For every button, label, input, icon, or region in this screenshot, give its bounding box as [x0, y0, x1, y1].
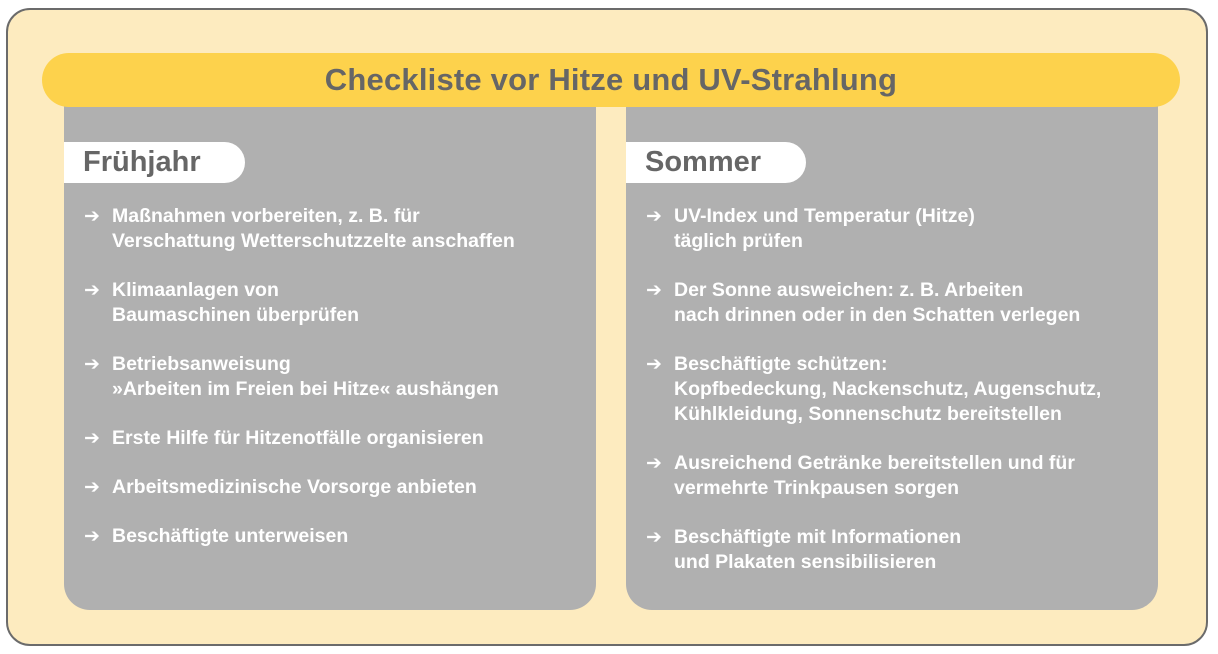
arrow-right-icon: ➔: [646, 280, 662, 301]
arrow-right-icon: ➔: [84, 428, 100, 449]
list-item: [84, 426, 588, 451]
list-item: [646, 204, 1150, 254]
arrow-right-icon: ➔: [84, 206, 100, 227]
arrow-right-icon: ➔: [84, 526, 100, 547]
list-item: [646, 451, 1150, 501]
arrow-right-icon: ➔: [646, 453, 662, 474]
fruehjahr-list: [84, 204, 588, 573]
sommer-list: [646, 204, 1150, 599]
fruehjahr-tab: [64, 142, 245, 183]
list-item-text: Betriebsanweisung »Arbeiten im Freien bei Hitze« aushängen: [112, 353, 499, 400]
list-item: [84, 475, 588, 500]
list-item: [646, 352, 1150, 427]
page-title: Checkliste vor Hitze und UV-Strahlung: [324, 62, 898, 97]
list-item-text: Beschäftigte unterweisen: [112, 525, 349, 547]
list-item: [84, 352, 588, 402]
arrow-right-icon: ➔: [84, 280, 100, 301]
sommer-panel: [626, 80, 1158, 610]
arrow-right-icon: ➔: [646, 527, 662, 548]
list-item-text: Beschäftigte schützen: Kopfbedeckung, Nackenschutz, Augenschutz, Kühlkleidung, Sonnenschutz bereitstellen: [674, 353, 1102, 425]
list-item-text: Beschäftigte mit Informationen und Plakaten sensibilisieren: [674, 526, 962, 573]
list-item-text: Arbeitsmedizinische Vorsorge anbieten: [112, 476, 477, 498]
arrow-right-icon: ➔: [646, 354, 662, 375]
list-item-text: Erste Hilfe für Hitzenotfälle organisieren: [112, 427, 484, 449]
title-banner: [42, 53, 1180, 107]
list-item-text: Ausreichend Getränke bereitstellen und für vermehrte Trinkpausen sorgen: [674, 452, 1075, 499]
list-item-text: Der Sonne ausweichen: z. B. Arbeiten nach drinnen oder in den Schatten verlegen: [674, 279, 1081, 326]
sommer-tab: [626, 142, 806, 183]
list-item: [646, 525, 1150, 575]
arrow-right-icon: ➔: [646, 206, 662, 227]
arrow-right-icon: ➔: [84, 354, 100, 375]
list-item: [646, 278, 1150, 328]
sommer-heading: Sommer: [645, 146, 762, 178]
list-item-text: UV-Index und Temperatur (Hitze) täglich prüfen: [674, 205, 975, 252]
arrow-right-icon: ➔: [84, 477, 100, 498]
list-item-text: Maßnahmen vorbereiten, z. B. für Verschattung Wetterschutzzelte anschaffen: [112, 205, 515, 252]
list-item: [84, 204, 588, 254]
list-item: [84, 278, 588, 328]
fruehjahr-heading: Frühjahr: [83, 146, 201, 178]
list-item-text: Klimaanlagen von Baumaschinen überprüfen: [112, 279, 360, 326]
list-item: [84, 524, 588, 549]
fruehjahr-panel: [64, 80, 596, 610]
